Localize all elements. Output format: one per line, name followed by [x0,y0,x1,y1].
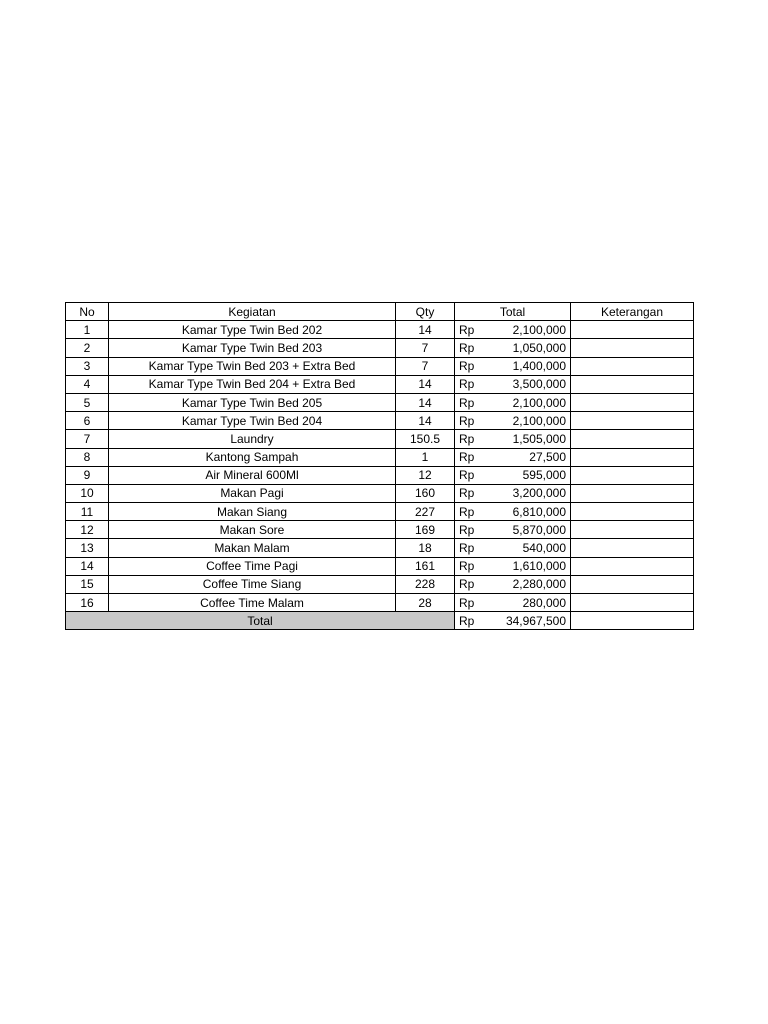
cell-currency: Rp [455,393,500,411]
table-row [66,375,694,393]
cell-currency: Rp [455,539,500,557]
cost-table [65,302,694,630]
cell-currency: Rp [455,594,500,612]
cell-keterangan [571,503,694,521]
cell-qty: 160 [396,484,455,502]
header-total: Total [455,303,571,321]
cell-amount: 2,100,000 [499,321,571,339]
cell-keterangan [571,448,694,466]
cell-keterangan [571,484,694,502]
cell-kegiatan: Kantong Sampah [109,448,396,466]
cell-currency: Rp [455,521,500,539]
cell-currency: Rp [455,466,500,484]
cell-keterangan [571,321,694,339]
cell-no: 15 [66,575,109,593]
cell-kegiatan: Kamar Type Twin Bed 203 + Extra Bed [109,357,396,375]
cell-amount: 540,000 [499,539,571,557]
cell-keterangan [571,375,694,393]
table-header [66,303,694,321]
cell-no: 16 [66,594,109,612]
cell-qty: 14 [396,375,455,393]
cell-no: 6 [66,412,109,430]
cell-amount: 2,100,000 [499,393,571,411]
cell-kegiatan: Air Mineral 600Ml [109,466,396,484]
cell-keterangan [571,393,694,411]
cell-no: 12 [66,521,109,539]
table-row [66,557,694,575]
cell-no: 5 [66,393,109,411]
cell-kegiatan: Kamar Type Twin Bed 204 [109,412,396,430]
cell-amount: 3,200,000 [499,484,571,502]
header-keterangan: Keterangan [571,303,694,321]
cell-currency: Rp [455,448,500,466]
cell-kegiatan: Coffee Time Malam [109,594,396,612]
cell-currency: Rp [455,503,500,521]
cell-keterangan [571,575,694,593]
cell-qty: 150.5 [396,430,455,448]
cell-amount: 595,000 [499,466,571,484]
cell-no: 9 [66,466,109,484]
table-row [66,430,694,448]
cell-qty: 18 [396,539,455,557]
cell-amount: 3,500,000 [499,375,571,393]
cell-amount: 1,050,000 [499,339,571,357]
cell-currency: Rp [455,430,500,448]
cell-no: 2 [66,339,109,357]
header-no: No [66,303,109,321]
cell-kegiatan: Makan Malam [109,539,396,557]
cell-qty: 28 [396,594,455,612]
cell-kegiatan: Kamar Type Twin Bed 204 + Extra Bed [109,375,396,393]
cell-keterangan [571,557,694,575]
total-row [66,612,694,630]
cell-no: 13 [66,539,109,557]
cell-qty: 14 [396,321,455,339]
cell-amount: 2,100,000 [499,412,571,430]
cell-amount: 280,000 [499,594,571,612]
cell-qty: 227 [396,503,455,521]
cell-kegiatan: Coffee Time Pagi [109,557,396,575]
cell-keterangan [571,539,694,557]
cell-kegiatan: Kamar Type Twin Bed 205 [109,393,396,411]
cell-keterangan [571,412,694,430]
cell-no: 10 [66,484,109,502]
table-row [66,503,694,521]
cell-amount: 1,610,000 [499,557,571,575]
cell-qty: 7 [396,339,455,357]
cell-qty: 169 [396,521,455,539]
cell-no: 8 [66,448,109,466]
cell-amount: 6,810,000 [499,503,571,521]
total-keterangan [571,612,694,630]
total-currency: Rp [455,612,500,630]
table-row [66,448,694,466]
cell-kegiatan: Makan Pagi [109,484,396,502]
table-body [66,321,694,612]
cell-currency: Rp [455,575,500,593]
cell-qty: 7 [396,357,455,375]
table-row [66,521,694,539]
cell-currency: Rp [455,357,500,375]
table-row [66,412,694,430]
cell-currency: Rp [455,321,500,339]
cell-kegiatan: Kamar Type Twin Bed 203 [109,339,396,357]
cell-no: 7 [66,430,109,448]
cell-currency: Rp [455,375,500,393]
cell-kegiatan: Makan Sore [109,521,396,539]
cell-amount: 2,280,000 [499,575,571,593]
cell-kegiatan: Laundry [109,430,396,448]
cell-kegiatan: Coffee Time Siang [109,575,396,593]
cell-qty: 1 [396,448,455,466]
cell-qty: 14 [396,393,455,411]
cell-no: 3 [66,357,109,375]
table-row [66,539,694,557]
table-row [66,339,694,357]
cell-amount: 1,505,000 [499,430,571,448]
header-qty: Qty [396,303,455,321]
cell-amount: 5,870,000 [499,521,571,539]
cell-no: 4 [66,375,109,393]
total-amount: 34,967,500 [499,612,571,630]
cell-kegiatan: Makan Siang [109,503,396,521]
cell-no: 1 [66,321,109,339]
cell-keterangan [571,521,694,539]
cell-currency: Rp [455,484,500,502]
cell-qty: 161 [396,557,455,575]
header-row [66,303,694,321]
cell-qty: 14 [396,412,455,430]
cell-amount: 1,400,000 [499,357,571,375]
cell-keterangan [571,466,694,484]
table-row [66,321,694,339]
table-row [66,484,694,502]
table-row [66,575,694,593]
table-footer [66,612,694,630]
cell-no: 14 [66,557,109,575]
table-row [66,466,694,484]
table-row [66,393,694,411]
cell-qty: 12 [396,466,455,484]
table-row [66,357,694,375]
cell-currency: Rp [455,339,500,357]
cell-kegiatan: Kamar Type Twin Bed 202 [109,321,396,339]
cell-currency: Rp [455,412,500,430]
cell-keterangan [571,430,694,448]
cell-keterangan [571,594,694,612]
cell-keterangan [571,357,694,375]
cell-keterangan [571,339,694,357]
total-label: Total [66,612,455,630]
cell-qty: 228 [396,575,455,593]
table-row [66,594,694,612]
cell-amount: 27,500 [499,448,571,466]
cell-no: 11 [66,503,109,521]
cell-currency: Rp [455,557,500,575]
header-kegiatan: Kegiatan [109,303,396,321]
